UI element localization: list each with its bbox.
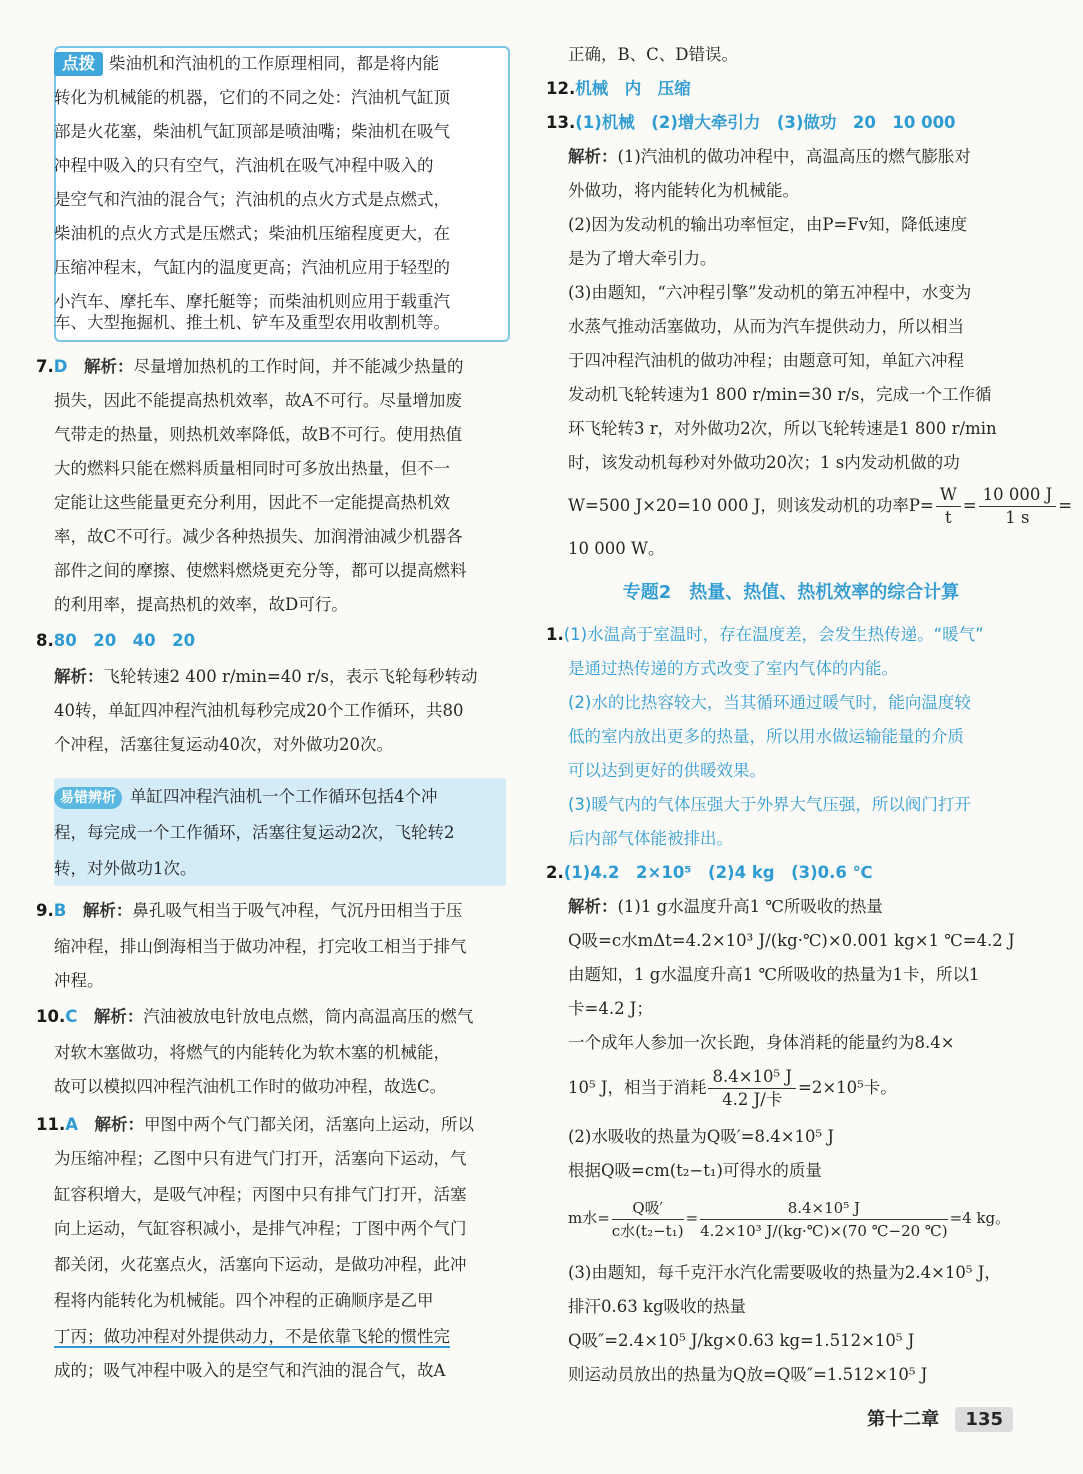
q10-line: 对软木塞做功，将燃气的内能转化为软木塞的机械能， — [54, 1043, 450, 1062]
s2q2-line: Q吸=c水mΔt=4.2×10³ J/(kg·℃)×0.001 kg×1 ℃=4.2 J — [568, 931, 1015, 950]
tip-line: 小汽车、摩托车、摩托艇等；而柴油机则应用于载重汽 — [54, 292, 450, 311]
tip-line: 转化为机械能的机器，它们的不同之处：汽油机气缸顶 — [54, 88, 450, 107]
q13-line: 10 000 W。 — [568, 539, 665, 558]
s2q1-line: 1.(1)水温高于室温时，存在温度差，会发生热传递。“暖气” — [546, 625, 984, 644]
tip-line: 柴油机的点火方式是压燃式；柴油机压缩程度更大，在 — [54, 224, 450, 243]
q9-line: 缩冲程，排山倒海相当于做功冲程，打完收工相当于排气 — [54, 937, 467, 956]
q9-line: 9.B 解析：鼻孔吸气相当于吸气冲程，气沉丹田相当于压 — [36, 901, 463, 920]
page-footer — [867, 1405, 1013, 1432]
q8-line: 个冲程，活塞往复运动40次，对外做功20次。 — [54, 735, 393, 754]
s2q2-line: 解析：(1)1 g水温度升高1 ℃所吸收的热量 — [568, 897, 883, 916]
q13-line: 是为了增大牵引力。 — [568, 249, 717, 268]
q10-line: 故可以模拟四冲程汽油机工作时的做功冲程，故选C。 — [54, 1077, 447, 1096]
mistake-line: 易错辨析 单缸四冲程汽油机一个工作循环包括4个冲 — [36, 780, 438, 814]
q13-answer: 13.(1)机械 (2)增大牵引力 (3)做功 20 10 000 — [546, 113, 956, 132]
q13-line: 解析：(1)汽油机的做功冲程中，高温高压的燃气膨胀对 — [568, 147, 971, 166]
page-number: 135 — [955, 1407, 1013, 1432]
q11-line: 缸容积增大，是吸气冲程；丙图中只有排气门打开，活塞 — [54, 1185, 467, 1204]
mistake-line: 转，对外做功1次。 — [54, 859, 197, 878]
q11-line: 程将内能转化为机械能。四个冲程的正确顺序是乙甲 — [54, 1291, 434, 1310]
tip-tag: 点拨 — [54, 52, 103, 76]
s2q2-equation-2: m水= $\frac{\text{Q吸′}}{\text{c水(t₂−t₁)}}$ = $\frac{\text{8.4×10⁵ J}}{\text{4.2×10³ J/(kg·℃)×(70 ℃−20 ℃)}}$ =4 kg。 — [568, 1198, 1011, 1240]
q11-line: 都关闭，火花塞点火，活塞向下运动，是做功冲程，此冲 — [54, 1255, 467, 1274]
chapter-label: 第十二章 — [867, 1409, 940, 1430]
s2q2-line: 一个成年人参加一次长跑，身体消耗的能量约为8.4× — [568, 1033, 955, 1052]
q9-line: 冲程。 — [54, 971, 104, 990]
q7-line: 部件之间的摩擦、使燃料燃烧更充分等，都可以提高燃料 — [54, 561, 467, 580]
section-title: 专题2 热量、热值、热机效率的综合计算 — [622, 582, 960, 603]
q11-continuation: 正确，B、C、D错误。 — [568, 45, 738, 64]
q11-line: 丁丙；做功冲程对外提供动力，不是依靠飞轮的惯性完 — [54, 1327, 450, 1346]
q7-line: 损失，因此不能提高热机效率，故A不可行。尽量增加废 — [54, 391, 462, 410]
s2q2-line: 根据Q吸=cm(t₂−t₁)可得水的质量 — [568, 1161, 822, 1180]
q8-line: 40转，单缸四冲程汽油机每秒完成20个工作循环，共80 — [54, 701, 464, 720]
q13-line: 于四冲程汽油机的做功冲程；由题意可知，单缸六冲程 — [568, 351, 964, 370]
tip-line: 点拨 柴油机和汽油机的工作原理相同，都是将内能 — [36, 47, 439, 81]
s2q2-line: Q吸″=2.4×10⁵ J/kg×0.63 kg=1.512×10⁵ J — [568, 1331, 915, 1350]
fraction: $\frac{W}{t}$ — [936, 484, 961, 529]
q13-line: 水蒸气推动活塞做功，从而为汽车提供动力，所以相当 — [568, 317, 964, 336]
q8-answer: 8.80 20 40 20 — [36, 631, 196, 650]
tip-line: 车、大型拖掘机、推土机、铲车及重型农用收割机等。 — [54, 313, 450, 332]
mistake-line: 程，每完成一个工作循环，活塞往复运动2次，飞轮转2 — [54, 823, 455, 842]
s2q2-line: (3)由题知，每千克汗水汽化需要吸收的热量为2.4×10⁵ J， — [568, 1263, 1001, 1282]
q7-line: 率，故C不可行。减少各种热损失、加润滑油减少机器各 — [54, 527, 463, 546]
q7-line: 大的燃料只能在燃料质量相同时可多放出热量，但不一 — [54, 459, 450, 478]
s2q2-line: 由题知，1 g水温度升高1 ℃所吸收的热量为1卡，所以1 — [568, 965, 980, 984]
q13-line: 时，该发动机每秒对外做功20次；1 s内发动机做的功 — [568, 453, 960, 472]
fraction: $\frac{10 000 J}{1 s}$ — [979, 484, 1057, 529]
q13-power-equation: W=500 J×20=10 000 J，则该发动机的功率P= $\frac{W}{t}$ = $\frac{10 000 J}{1 s}$ = — [568, 485, 1073, 527]
q13-line: (3)由题知，“六冲程引擎”发动机的第五冲程中，水变为 — [568, 283, 972, 302]
s2q1-line: 是通过热传递的方式改变了室内气体的内能。 — [568, 659, 898, 678]
q7-line: 7.D 解析：尽量增加热机的工作时间，并不能减少热量的 — [36, 357, 464, 376]
q7-line: 定能让这些能量更充分利用，因此不一定能提高热机效 — [54, 493, 450, 512]
s2q2-equation-1: 10⁵ J，相当于消耗 $\frac{\text{8.4×10⁵ J}}{\text{4.2 J/卡}}$ =2×10⁵卡。 — [568, 1067, 897, 1109]
tip-line: 是空气和汽油的混合气；汽油机的点火方式是点燃式， — [54, 190, 450, 209]
q13-line: 外做功，将内能转化为机械能。 — [568, 181, 799, 200]
tip-line: 部是火花塞，柴油机气缸顶部是喷油嘴；柴油机在吸气 — [54, 122, 450, 141]
q13-line: 环飞轮转3 r，对外做功2次，所以飞轮转速是1 800 r/min — [568, 419, 997, 438]
mistake-tag: 易错辨析 — [54, 787, 122, 809]
q12-answer: 12.机械 内 压缩 — [546, 79, 691, 98]
s2q1-line: 低的室内放出更多的热量，所以用水做运输能量的介质 — [568, 727, 964, 746]
s2q2-line: (2)水吸收的热量为Q吸′=8.4×10⁵ J — [568, 1127, 835, 1146]
tip-line: 冲程中吸入的只有空气，汽油机在吸气冲程中吸入的 — [54, 156, 434, 175]
s2q2-answer: 2.(1)4.2 2×10⁵ (2)4 kg (3)0.6 ℃ — [546, 863, 873, 882]
fraction: $\frac{\text{Q吸′}}{\text{c水(t₂−t₁)}}$ — [611, 1198, 684, 1240]
q7-line: 气带走的热量，则热机效率降低，故B不可行。使用热值 — [54, 425, 463, 444]
s2q2-line: 则运动员放出的热量为Q放=Q吸″=1.512×10⁵ J — [568, 1365, 928, 1384]
q10-line: 10.C 解析：汽油被放电针放电点燃，筒内高温高压的燃气 — [36, 1007, 474, 1026]
s2q2-line: 卡=4.2 J； — [568, 999, 653, 1018]
tip-line: 压缩冲程末，气缸内的温度更高；汽油机应用于轻型的 — [54, 258, 450, 277]
q11-line: 11.A 解析：甲图中两个气门都关闭，活塞向上运动，所以 — [36, 1115, 475, 1134]
fraction: $\frac{\text{8.4×10⁵ J}}{\text{4.2 J/卡}}$ — [708, 1066, 796, 1111]
q8-line: 解析：飞轮转速2 400 r/min=40 r/s，表示飞轮每秒转动 — [54, 667, 478, 686]
q13-line: (2)因为发动机的输出功率恒定，由P=Fv知，降低速度 — [568, 215, 968, 234]
q11-line: 向上运动，气缸容积减小，是排气冲程；丁图中两个气门 — [54, 1219, 467, 1238]
s2q1-line: 后内部气体能被排出。 — [568, 829, 733, 848]
s2q2-line: 排汗0.63 kg吸收的热量 — [568, 1297, 747, 1316]
q13-line: 发动机飞轮转速为1 800 r/min=30 r/s，完成一个工作循 — [568, 385, 992, 404]
q11-line: 为压缩冲程；乙图中只有进气门打开，活塞向下运动，气 — [54, 1149, 467, 1168]
fraction: $\frac{\text{8.4×10⁵ J}}{\text{4.2×10³ J/(kg·℃)×(70 ℃−20 ℃)}}$ — [700, 1198, 948, 1240]
s2q1-line: (2)水的比热容较大，当其循环通过暖气时，能向温度较 — [568, 693, 971, 712]
s2q1-line: 可以达到更好的供暖效果。 — [568, 761, 766, 780]
s2q1-line: (3)暖气内的气体压强大于外界大气压强，所以阀门打开 — [568, 795, 971, 814]
q7-line: 的利用率，提高热机的效率，故D可行。 — [54, 595, 348, 614]
q11-line: 成的；吸气冲程中吸入的是空气和汽油的混合气，故A — [54, 1361, 446, 1380]
